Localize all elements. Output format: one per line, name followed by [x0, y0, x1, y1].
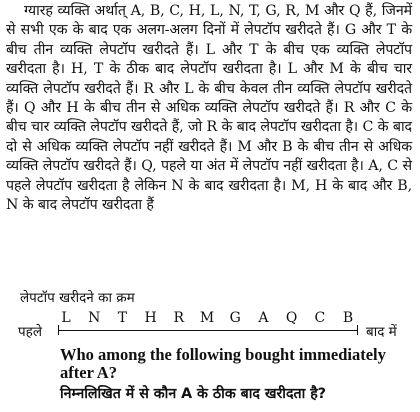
timeline-letter: R	[173, 310, 185, 326]
question-english: Who among the following bought immediately after A?	[60, 345, 386, 382]
question-hindi: निम्नलिखित में से कौन A के ठीक बाद खरीदता है?	[60, 386, 326, 402]
timeline-letters	[58, 309, 358, 329]
timeline-start-label: पहले	[18, 324, 42, 340]
purchase-order-timeline	[0, 309, 420, 345]
timeline-letter: A	[258, 310, 269, 326]
timeline-letter: M	[199, 310, 215, 326]
timeline-letter: N	[88, 310, 101, 326]
timeline-line	[58, 330, 358, 331]
timeline-letter: H	[144, 310, 157, 326]
order-label: लेपटॉप खरीदने का क्रम	[20, 290, 135, 306]
timeline-letter: T	[117, 310, 128, 326]
timeline-letter: Q	[285, 310, 298, 326]
timeline-letter: B	[342, 310, 354, 326]
timeline-letter: G	[229, 310, 241, 326]
timeline-end-label: बाद में	[366, 324, 397, 340]
timeline-letter: C	[314, 310, 326, 326]
puzzle-passage: ग्यारह व्यक्ति अर्थात् A, B, C, H, L, N, T, G, R, M और Q हैं, जिनमें से सभी एक के बाद एक अलग-अलग दिनों में लेपटॉप खरीदते हैं। G और T के बीच तीन व्यक्ति लेपटॉप खरीदते हैं। L और T के बीच एक व्यक्ति लेपटॉप खरीदता है। H, T के ठीक बाद लेपटॉप खरीदता है। L और M के बीच चार व्यक्ति लेपटॉप खरीदते हैं। R और L के बीच केवल तीन व्यक्ति लेपटॉप खरीदते हैं। Q और H के बीच तीन से अधिक व्यक्ति लेपटॉप खरीदते हैं। R और C के बीच चार व्यक्ति लेपटॉप खरीदते हैं, जो R के बाद लेपटॉप खरीदता है। C के बाद दो से अधिक व्यक्ति लेपटॉप नहीं खरीदते हैं। M और B के बीच तीन से अधिक व्यक्ति लेपटॉप खरीदते हैं। Q, पहले या अंत में लेपटॉप नहीं खरीदता है। A, C से पहले लेपटॉप खरीदता है लेकिन N के बाद खरीदता है। M, H के बाद और B, N के बाद लेपटॉप खरीदता हैं	[6, 3, 412, 214]
timeline-letter: L	[61, 310, 71, 326]
